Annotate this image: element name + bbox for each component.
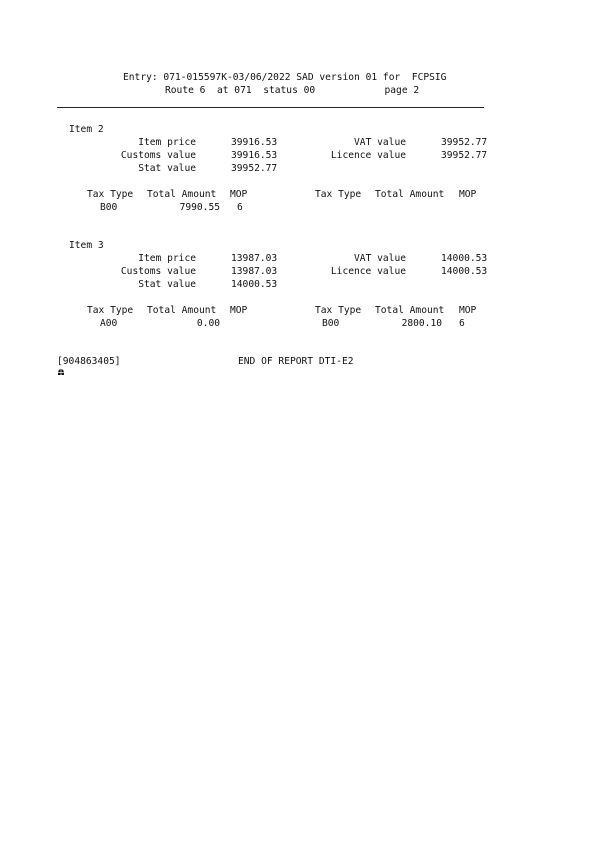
end-of-report-text: END OF REPORT DTI-E2 bbox=[238, 356, 354, 367]
item-2-customs-value: 39916.53 bbox=[231, 150, 278, 161]
item-3-tax-type-right: B00 bbox=[322, 318, 340, 329]
item-2-vat-value-label: VAT value bbox=[354, 137, 406, 148]
item-3-tax-type-header: Tax Type bbox=[87, 305, 134, 316]
item-2-vat-value: 39952.77 bbox=[441, 137, 488, 148]
item-2-mop-header: MOP bbox=[230, 189, 248, 200]
item-2-customs-value-label: Customs value bbox=[120, 150, 196, 161]
item-2-mop-header-right: MOP bbox=[459, 189, 477, 200]
item-3-tax-amount-left: 0.00 bbox=[196, 318, 220, 329]
item-3-licence-value: 14000.53 bbox=[441, 266, 488, 277]
item-2-total-amount-header: Total Amount bbox=[147, 189, 217, 200]
item-2-tax-type: B00 bbox=[100, 202, 118, 213]
item-3-tax-mop-right: 6 bbox=[459, 318, 465, 329]
item-2-tax-type-header-right: Tax Type bbox=[315, 189, 362, 200]
item-3-stat-value: 14000.53 bbox=[231, 279, 278, 290]
item-2-tax-mop: 6 bbox=[237, 202, 243, 213]
item-2-licence-value: 39952.77 bbox=[441, 150, 488, 161]
item-3-tax-amount-right: 2800.10 bbox=[401, 318, 442, 329]
report-reference: [904863405] bbox=[57, 356, 121, 367]
item-3-licence-value-label: Licence value bbox=[330, 266, 406, 277]
item-3-total-amount-header: Total Amount bbox=[147, 305, 217, 316]
route-status-line: Route 6 at 071 status 00 page 2 bbox=[165, 85, 420, 96]
item-3-tax-type-header-right: Tax Type bbox=[315, 305, 362, 316]
item-3-item-price-value: 13987.03 bbox=[231, 253, 278, 264]
item-2-tax-amount: 7990.55 bbox=[179, 202, 220, 213]
item-3-stat-value-label: Stat value bbox=[138, 279, 196, 290]
item-3-item-price-label: Item price bbox=[138, 253, 196, 264]
item-2-stat-value-label: Stat value bbox=[138, 163, 196, 174]
item-3-tax-type-left: A00 bbox=[100, 318, 118, 329]
item-3-total-amount-header-right: Total Amount bbox=[375, 305, 445, 316]
item-2-title: Item 2 bbox=[69, 124, 104, 135]
item-3-title: Item 3 bbox=[69, 240, 104, 251]
item-2-licence-value-label: Licence value bbox=[330, 150, 406, 161]
item-3-vat-value-label: VAT value bbox=[354, 253, 406, 264]
item-2-total-amount-header-right: Total Amount bbox=[375, 189, 445, 200]
item-3-customs-value: 13987.03 bbox=[231, 266, 278, 277]
entry-header-line: Entry: 071-015597K-03/06/2022 SAD version 01 for FCPSIG bbox=[123, 72, 447, 83]
item-2-tax-type-header: Tax Type bbox=[87, 189, 134, 200]
item-3-mop-header-right: MOP bbox=[459, 305, 477, 316]
header-divider bbox=[57, 107, 484, 108]
item-2-item-price-label: Item price bbox=[138, 137, 196, 148]
terminal-cursor-icon bbox=[57, 368, 65, 376]
item-2-item-price-value: 39916.53 bbox=[231, 137, 278, 148]
item-3-mop-header: MOP bbox=[230, 305, 248, 316]
item-2-stat-value: 39952.77 bbox=[231, 163, 278, 174]
item-3-customs-value-label: Customs value bbox=[120, 266, 196, 277]
item-3-vat-value: 14000.53 bbox=[441, 253, 488, 264]
